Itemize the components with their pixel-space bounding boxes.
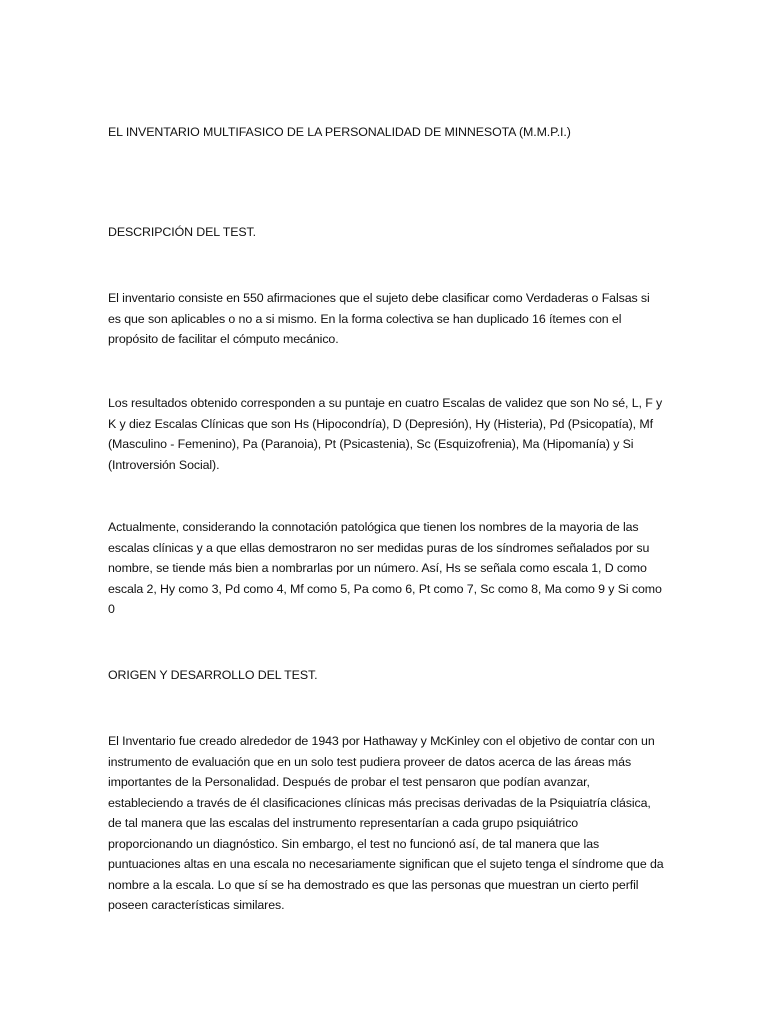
document-title: EL INVENTARIO MULTIFASICO DE LA PERSONALIDAD DE MINNESOTA (M.M.P.I.): [108, 125, 571, 139]
paragraph-results: Los resultados obtenido corresponden a su puntaje en cuatro Escalas de validez que son No sé, L, F y K y diez Escalas Clínicas que son Hs (Hipocondría), D (Depresión), Hy (Histeria), Pd (Psicopatía), Mf (Masculino - Femenino), Pa (Paranoia), Pt (Psicastenia), Sc (Esquizofrenia), Ma (Hipomanía) y Si (Introversión Social).: [108, 396, 663, 472]
paragraph-origin: El Inventario fue creado alrededor de 1943 por Hathaway y McKinley con el objetivo de contar con un instrumento de evaluación que en un solo test pudiera proveer de datos acerca de las áreas más importantes de la Personalidad. Después de probar el test pensaron que podían avanzar, estableciendo a través de él clasificaciones clínicas más precisas derivadas de la Psiquiatría clásica, de tal manera que las escalas del instrumento representarían a cada grupo psiquiátrico proporcionando un diagnóstico. Sin embargo, el test no funcionó así, de tal manera que las puntuaciones altas en una escala no necesariamente significan que el sujeto tenga el síndrome que da nombre a la escala. Lo que sí se ha demostrado es que las personas que muestran un cierto perfil poseen características similares.: [108, 734, 664, 912]
paragraph-description: El inventario consiste en 550 afirmaciones que el sujeto debe clasificar como Verdaderas o Falsas si es que son aplicables o no a si mismo. En la forma colectiva se han duplicado 16 ítemes con el propósito de facilitar el cómputo mecánico.: [108, 291, 650, 346]
section-heading-origin: ORIGEN Y DESARROLLO DEL TEST.: [108, 668, 318, 682]
section-heading-description: DESCRIPCIÓN DEL TEST.: [108, 225, 256, 239]
paragraph-current-usage: Actualmente, considerando la connotación patológica que tienen los nombres de la mayoria de las escalas clínicas y a que ellas demostraron no ser medidas puras de los síndromes señalados por su nombre, se tiende más bien a nombrarlas por un número. Así, Hs se señala como escala 1, D como escala 2, Hy como 3, Pd como 4, Mf como 5, Pa como 6, Pt como 7, Sc como 8, Ma como 9 y Si como 0: [108, 520, 662, 616]
